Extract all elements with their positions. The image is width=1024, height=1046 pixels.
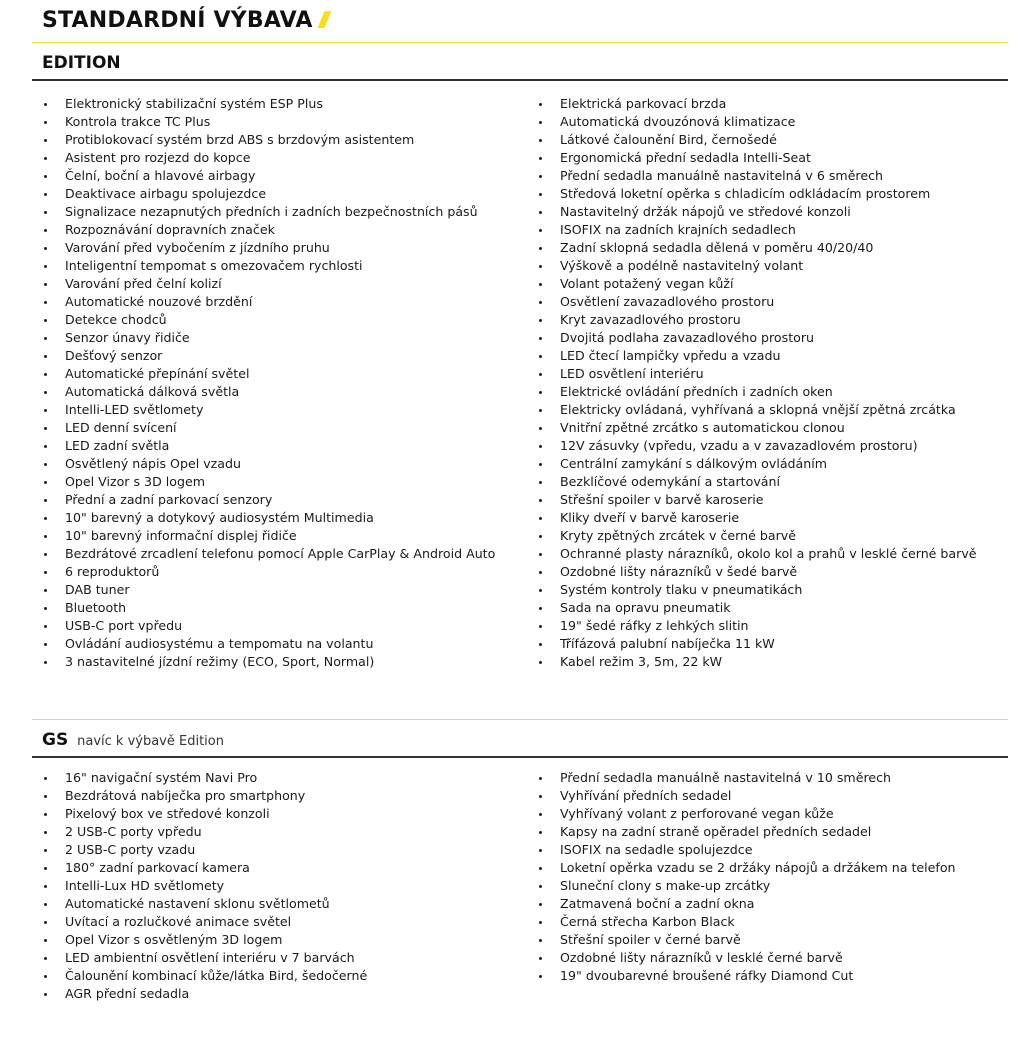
list-item: 16" navigační systém Navi Pro <box>42 769 367 787</box>
list-item: LED osvětlení interiéru <box>537 365 977 383</box>
list-item: Přední a zadní parkovací senzory <box>42 491 495 509</box>
list-item: Osvětlený nápis Opel vzadu <box>42 455 495 473</box>
page-title: STANDARDNÍ VÝBAVA <box>42 8 328 33</box>
list-item: Vnitřní zpětné zrcátko s automatickou clonou <box>537 419 977 437</box>
list-item: 10" barevný a dotykový audiosystém Multimedia <box>42 509 495 527</box>
list-item: Kliky dveří v barvě karoserie <box>537 509 977 527</box>
list-item: Automatická dvouzónová klimatizace <box>537 113 977 131</box>
list-item: 2 USB-C porty vpředu <box>42 823 367 841</box>
list-item: Automatické přepínání světel <box>42 365 495 383</box>
list-item: Zadní sklopná sedadla dělená v poměru 40/20/40 <box>537 239 977 257</box>
edition-list-left <box>42 95 495 671</box>
list-item: ISOFIX na zadních krajních sedadlech <box>537 221 977 239</box>
list-item: ISOFIX na sedadle spolujezdce <box>537 841 956 859</box>
list-item: Dešťový senzor <box>42 347 495 365</box>
list-item: Detekce chodců <box>42 311 495 329</box>
edition-list-right <box>537 95 977 671</box>
list-item: Vyhřívaný volant z perforované vegan kůže <box>537 805 956 823</box>
divider <box>32 79 1008 81</box>
list-item: Opel Vizor s osvětleným 3D logem <box>42 931 367 949</box>
list-item: Kryty zpětných zrcátek v černé barvě <box>537 527 977 545</box>
gs-list-left <box>42 769 367 1003</box>
list-item: USB-C port vpředu <box>42 617 495 635</box>
list-item: 19" dvoubarevné broušené ráfky Diamond Cut <box>537 967 956 985</box>
list-item: Opel Vizor s 3D logem <box>42 473 495 491</box>
list-item: 2 USB-C porty vzadu <box>42 841 367 859</box>
gs-title: GS <box>42 730 69 750</box>
list-item: 3 nastavitelné jízdní režimy (ECO, Sport, Normal) <box>42 653 495 671</box>
list-item: Systém kontroly tlaku v pneumatikách <box>537 581 977 599</box>
list-item: Střešní spoiler v barvě karoserie <box>537 491 977 509</box>
list-item: Ozdobné lišty nárazníků v šedé barvě <box>537 563 977 581</box>
list-item: Elektronický stabilizační systém ESP Plus <box>42 95 495 113</box>
list-item: Ovládání audiosystému a tempomatu na volantu <box>42 635 495 653</box>
list-item: Černá střecha Karbon Black <box>537 913 956 931</box>
list-item: Automatické nouzové brzdění <box>42 293 495 311</box>
accent-slash-icon <box>317 11 331 28</box>
section-title-edition: EDITION <box>42 53 121 73</box>
list-item: LED zadní světla <box>42 437 495 455</box>
list-item: Bezdrátové zrcadlení telefonu pomocí Apple CarPlay & Android Auto <box>42 545 495 563</box>
list-item: Elektricky ovládaná, vyhřívaná a sklopná vnější zpětná zrcátka <box>537 401 977 419</box>
list-item: AGR přední sedadla <box>42 985 367 1003</box>
list-item: Kabel režim 3, 5m, 22 kW <box>537 653 977 671</box>
list-item: 180° zadní parkovací kamera <box>42 859 367 877</box>
list-item: Kapsy na zadní straně opěradel předních sedadel <box>537 823 956 841</box>
list-item: Sada na opravu pneumatik <box>537 599 977 617</box>
list-item: Sluneční clony s make-up zrcátky <box>537 877 956 895</box>
list-item: Deaktivace airbagu spolujezdce <box>42 185 495 203</box>
list-item: Přední sedadla manuálně nastavitelná v 10 směrech <box>537 769 956 787</box>
list-item: Středová loketní opěrka s chladicím odkládacím prostorem <box>537 185 977 203</box>
list-item: Volant potažený vegan kůží <box>537 275 977 293</box>
list-item: Osvětlení zavazadlového prostoru <box>537 293 977 311</box>
list-item: Asistent pro rozjezd do kopce <box>42 149 495 167</box>
list-item: Senzor únavy řidiče <box>42 329 495 347</box>
list-item: Loketní opěrka vzadu se 2 držáky nápojů a držákem na telefon <box>537 859 956 877</box>
list-item: Čalounění kombinací kůže/látka Bird, šedočerné <box>42 967 367 985</box>
list-item: Vyhřívání předních sedadel <box>537 787 956 805</box>
gs-subtitle: navíc k výbavě Edition <box>77 734 224 749</box>
list-item: Automatická dálková světla <box>42 383 495 401</box>
list-item: LED denní svícení <box>42 419 495 437</box>
list-item: 12V zásuvky (vpředu, vzadu a v zavazadlovém prostoru) <box>537 437 977 455</box>
list-item: Varování před vybočením z jízdního pruhu <box>42 239 495 257</box>
list-item: Výškově a podélně nastavitelný volant <box>537 257 977 275</box>
list-item: 10" barevný informační displej řidiče <box>42 527 495 545</box>
list-item: 19" šedé ráfky z lehkých slitin <box>537 617 977 635</box>
list-item: Střešní spoiler v černé barvě <box>537 931 956 949</box>
list-item: Kontrola trakce TC Plus <box>42 113 495 131</box>
list-item: Centrální zamykání s dálkovým ovládáním <box>537 455 977 473</box>
divider <box>32 756 1008 758</box>
divider <box>32 42 1008 43</box>
list-item: Čelní, boční a hlavové airbagy <box>42 167 495 185</box>
list-item: Ochranné plasty nárazníků, okolo kol a prahů v lesklé černé barvě <box>537 545 977 563</box>
list-item: Přední sedadla manuálně nastavitelná v 6 směrech <box>537 167 977 185</box>
list-item: Kryt zavazadlového prostoru <box>537 311 977 329</box>
divider <box>32 719 1008 720</box>
list-item: Ozdobné lišty nárazníků v lesklé černé barvě <box>537 949 956 967</box>
list-item: Bezdrátová nabíječka pro smartphony <box>42 787 367 805</box>
list-item: Látkové čalounění Bird, černošedé <box>537 131 977 149</box>
list-item: Rozpoznávání dopravních značek <box>42 221 495 239</box>
list-item: Bezklíčové odemykání a startování <box>537 473 977 491</box>
list-item: LED ambientní osvětlení interiéru v 7 barvách <box>42 949 367 967</box>
list-item: Uvítací a rozlučkové animace světel <box>42 913 367 931</box>
list-item: Ergonomická přední sedadla Intelli-Seat <box>537 149 977 167</box>
list-item: LED čtecí lampičky vpředu a vzadu <box>537 347 977 365</box>
list-item: DAB tuner <box>42 581 495 599</box>
gs-list-right <box>537 769 956 985</box>
list-item: Bluetooth <box>42 599 495 617</box>
list-item: Signalizace nezapnutých předních i zadních bezpečnostních pásů <box>42 203 495 221</box>
list-item: Elektrická parkovací brzda <box>537 95 977 113</box>
section-title-gs <box>42 730 224 750</box>
list-item: Intelli-LED světlomety <box>42 401 495 419</box>
list-item: Elektrické ovládání předních i zadních oken <box>537 383 977 401</box>
list-item: Protiblokovací systém brzd ABS s brzdovým asistentem <box>42 131 495 149</box>
list-item: Dvojitá podlaha zavazadlového prostoru <box>537 329 977 347</box>
list-item: Nastavitelný držák nápojů ve středové konzoli <box>537 203 977 221</box>
list-item: Zatmavená boční a zadní okna <box>537 895 956 913</box>
list-item: Inteligentní tempomat s omezovačem rychlosti <box>42 257 495 275</box>
list-item: Automatické nastavení sklonu světlometů <box>42 895 367 913</box>
list-item: Varování před čelní kolizí <box>42 275 495 293</box>
list-item: Třífázová palubní nabíječka 11 kW <box>537 635 977 653</box>
list-item: 6 reproduktorů <box>42 563 495 581</box>
list-item: Intelli-Lux HD světlomety <box>42 877 367 895</box>
list-item: Pixelový box ve středové konzoli <box>42 805 367 823</box>
